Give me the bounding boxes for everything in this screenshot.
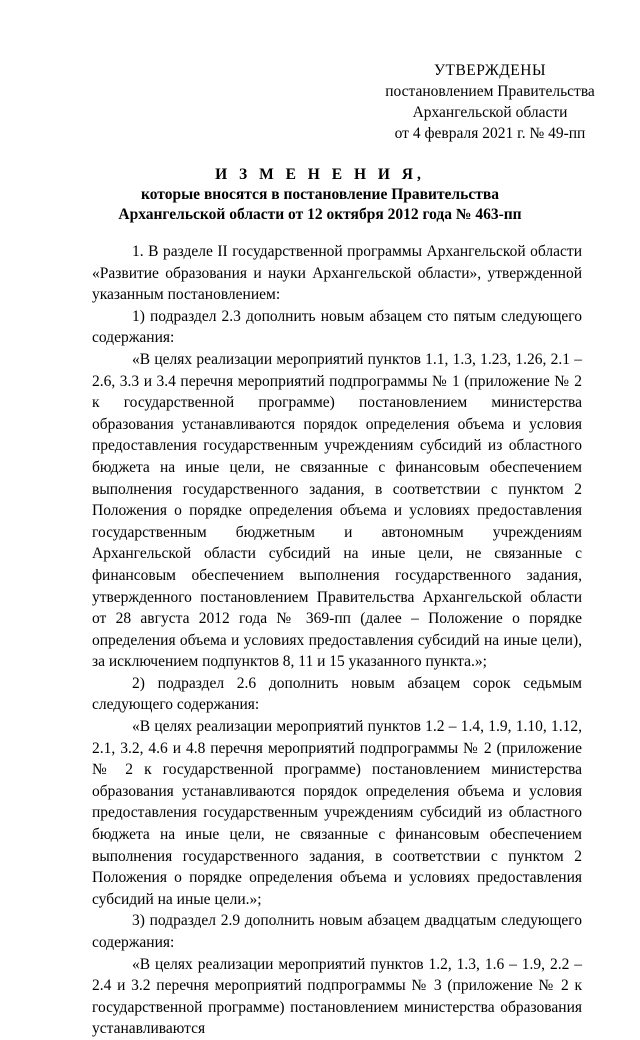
body-paragraph: 1. В разделе II государственной программы Архангельской области «Развитие образования и науки Архангельской области», утвержденной указанным постановлением: xyxy=(92,243,582,304)
body-paragraph: «В целях реализации мероприятий пунктов 1.2 – 1.4, 1.9, 1.10, 1.12, 2.1, 3.2, 4.6 и 4.8 перечня мероприятий подпрограммы № 2 (приложение № 2 к государственной программе) постановлением министерства образования устанавливаются порядок определения объема и условия предоставления государственным учреждениям субсидий из областного бюджета на иные цели, не связанные с финансовым обеспечением выполнения государственного задания, в соответствии с пунктом 2 Положения о порядке определения объема и условиях предоставления субсидий на иные цели.»; xyxy=(92,718,582,908)
title-line-2: которые вносятся в постановление Правительства xyxy=(141,186,499,203)
body-paragraph: 1) подраздел 2.3 дополнить новым абзацем сто пятым следующего содержания: xyxy=(92,307,582,347)
body-paragraph: 2) подраздел 2.6 дополнить новым абзацем сорок седьмым следующего содержания: xyxy=(92,674,582,714)
approval-stamp xyxy=(370,60,610,144)
body-paragraph: 3) подраздел 2.9 дополнить новым абзацем двадцатым следующего содержания: xyxy=(92,912,582,951)
approval-date-number: от 4 февраля 2021 г. № 49-пп xyxy=(394,125,586,142)
body-paragraph: «В целях реализации мероприятий пунктов 1.1, 1.3, 1.23, 1.26, 2.1 – 2.6, 3.3 и 3.4 перечня мероприятий подпрограммы № 1 (приложение № 2 к государственной программе) постановлением министерства образования устанавливаются порядок определения объема и условия предоставления государственным учреждениям субсидий из областного бюджета на иные цели, не связанные с финансовым обеспечением выполнения государственного задания, в соответствии с пунктом 2 Положения о порядке определения объема и условиях предоставления государственным бюджетным и автономным учреждениям Архангельской области субсидий на иные цели, не связанные с финансовым обеспечением выполнения государственного задания, утвержденного постановлением Правительства Архангельской области от 28 августа 2012 года № 369-пп (далее – Положение о порядке определения объема и условиях предоставления субсидий на иные цели), за исключением подпунктов 8, 11 и 15 указанного пункта.»; xyxy=(92,350,582,671)
title-heading: И З М Е Н Е Н И Я, xyxy=(215,166,425,183)
approval-line-3: Архангельской области xyxy=(412,104,568,121)
document-title xyxy=(90,165,550,225)
body-paragraph: «В целях реализации мероприятий пунктов 1.2, 1.3, 1.6 – 1.9, 2.2 – 2.4 и 3.2 перечня мероприятий подпрограммы № 3 (приложение № 2 к государственной программе) постановлением министерства образования устанавливаются xyxy=(92,955,582,1038)
approval-heading: УТВЕРЖДЕНЫ xyxy=(434,62,546,79)
approval-line-2: постановлением Правительства xyxy=(385,83,595,100)
document-body xyxy=(92,241,582,1040)
title-line-3: Архангельской области от 12 октября 2012 года № 463-пп xyxy=(118,206,522,223)
